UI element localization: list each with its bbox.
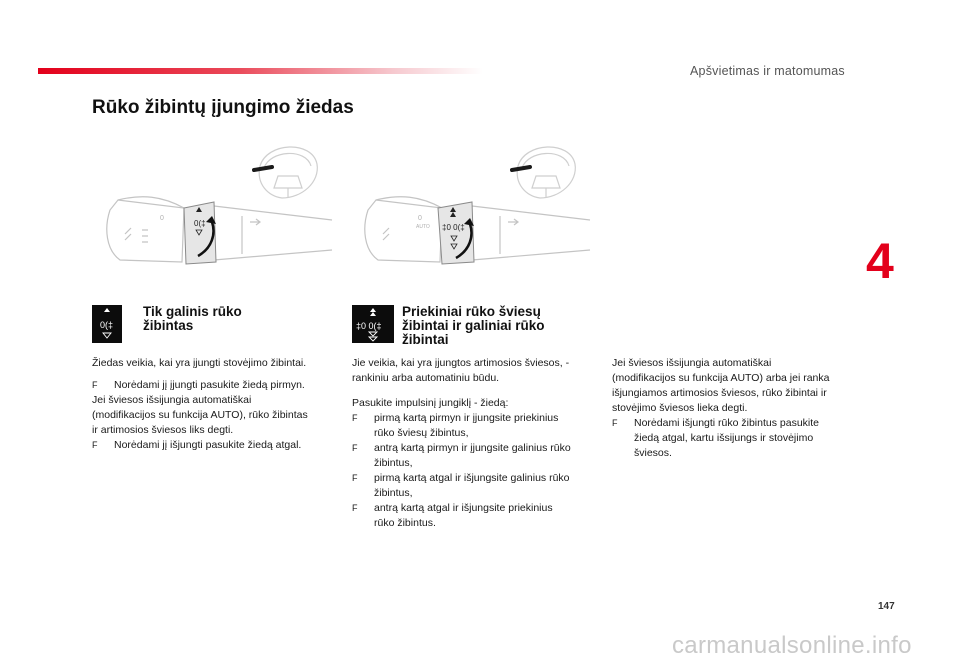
front-and-rear-fog-light-icon <box>352 305 394 343</box>
section-heading-front-rear-fog: Priekiniai rūko šviesų žibintai ir galiniai rūko žibintai <box>402 304 545 347</box>
rear-fog-body: F Norėdami jį įjungti pasukite žiedą pirmyn. Jei šviesos išsijungia automatiškai (modifikacijos su funkcija AUTO), rūko žibintas ir artimosios šviesos liks degti. F Norėdami jį išjungti pasukite žiedą atgal. <box>92 378 342 453</box>
svg-text:0: 0 <box>418 215 422 222</box>
left-stalk-illustration <box>107 147 332 264</box>
list-item: F Norėdami išjungti rūko žibintus pasukite žiedą atgal, kartu išsijungs ir stovėjimo šviesos. <box>612 417 820 459</box>
right-stalk-illustration <box>365 147 590 264</box>
rear-fog-light-icon <box>92 305 122 343</box>
section-heading-rear-fog: Tik galinis rūko žibintas <box>143 304 242 333</box>
bullet-mark: F <box>92 380 98 390</box>
page-title: Rūko žibintų įjungimo žiedas <box>92 97 354 118</box>
front-rear-fog-intro: Jie veikia, kai yra įjungtos artimosios šviesos, - rankiniu arba automatiniu būdu. <box>352 357 570 384</box>
svg-text:‡0 0(‡: ‡0 0(‡ <box>442 223 465 232</box>
list-item: F pirmą kartą atgal ir išjungsite galinius rūko žibintus, <box>352 472 570 499</box>
bullet-mark: F <box>352 503 358 513</box>
svg-text:AUTO: AUTO <box>416 224 430 230</box>
list-item: F Norėdami jį įjungti pasukite žiedą pirmyn. <box>92 379 305 391</box>
bullet-mark: F <box>92 440 98 450</box>
list-item: F pirmą kartą pirmyn ir įjungsite priekinius rūko šviesų žibintus, <box>352 412 559 439</box>
auto-mode-note: Jei šviesos išsijungia automatiškai (modifikacijos su funkcija AUTO) arba jei ranka išjungiamos artimosios šviesos, rūko žibintai ir stovėjimo šviesos lieka degti. F Norėdami išjungti rūko žibintus pasukite žiedą atgal, kartu išsijungs ir stovėjimo šviesos. <box>612 356 862 461</box>
fog-light-ring-illustration <box>92 138 602 270</box>
rear-fog-intro: Žiedas veikia, kai yra įjungti stovėjimo žibintai. <box>92 357 307 369</box>
header-accent-bar <box>38 68 483 74</box>
svg-text:0: 0 <box>160 215 164 222</box>
bullet-mark: F <box>352 443 358 453</box>
bullet-mark: F <box>352 413 358 423</box>
section-header: Apšvietimas ir matomumas <box>690 64 845 78</box>
svg-text:0(‡: 0(‡ <box>100 320 114 330</box>
list-item: F antrą kartą pirmyn ir įjungsite galinius rūko žibintus, <box>352 442 571 469</box>
svg-text:0(‡: 0(‡ <box>194 219 206 228</box>
page-number: 147 <box>878 601 895 612</box>
watermark: carmanualsonline.info <box>672 632 912 659</box>
list-item: F Norėdami jį išjungti pasukite žiedą atgal. <box>92 439 302 451</box>
list-item: F antrą kartą atgal ir išjungsite priekinius rūko žibintus. <box>352 502 553 529</box>
bullet-mark: F <box>352 473 358 483</box>
svg-text:‡0 0(‡: ‡0 0(‡ <box>356 321 382 331</box>
front-rear-fog-steps: Pasukite impulsinį jungiklį - žiedą: F pirmą kartą pirmyn ir įjungsite priekinius rūko šviesų žibintus, F antrą kartą pirmyn ir įjungsite galinius rūko žibintus, F pirmą kartą atgal ir išjungsite galinius rūko žibintus, F antrą kartą atgal ir išjungsite priekinius rūko žibintus. <box>352 396 602 531</box>
bullet-mark: F <box>612 418 618 428</box>
chapter-number: 4 <box>866 233 894 289</box>
